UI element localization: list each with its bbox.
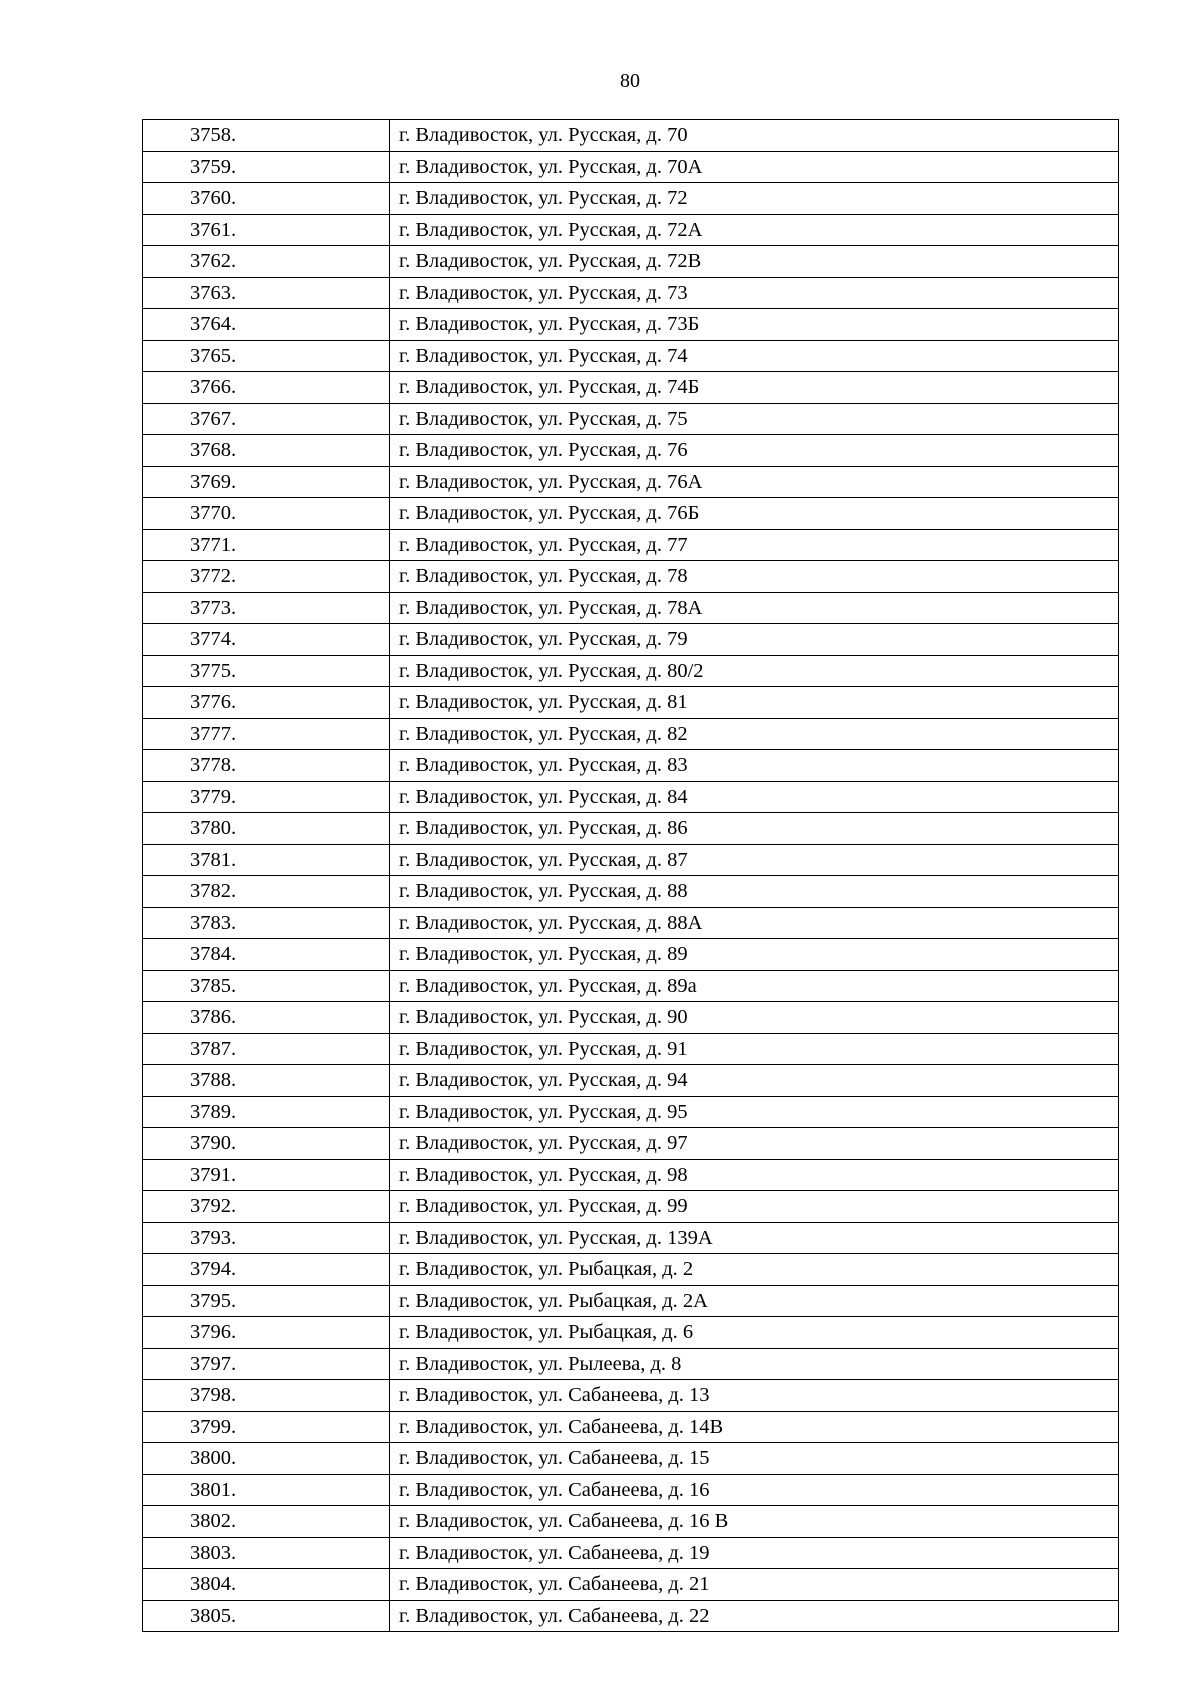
page-number: 80 (620, 70, 640, 92)
row-number: 3770. (143, 498, 390, 530)
row-address: г. Владивосток, ул. Рыбацкая, д. 6 (390, 1317, 1119, 1349)
table-row (143, 340, 1119, 372)
table-row (143, 498, 1119, 530)
row-number: 3758. (143, 120, 390, 152)
table-row (143, 1191, 1119, 1223)
row-address: г. Владивосток, ул. Русская, д. 83 (390, 750, 1119, 782)
row-address: г. Владивосток, ул. Русская, д. 89а (390, 970, 1119, 1002)
row-number: 3782. (143, 876, 390, 908)
row-number: 3773. (143, 592, 390, 624)
row-address: г. Владивосток, ул. Сабанеева, д. 21 (390, 1569, 1119, 1601)
row-address: г. Владивосток, ул. Русская, д. 91 (390, 1033, 1119, 1065)
row-address: г. Владивосток, ул. Русская, д. 72В (390, 246, 1119, 278)
row-address: г. Владивосток, ул. Рылеева, д. 8 (390, 1348, 1119, 1380)
table-row (143, 466, 1119, 498)
row-number: 3768. (143, 435, 390, 467)
table-row (143, 1128, 1119, 1160)
row-address: г. Владивосток, ул. Русская, д. 79 (390, 624, 1119, 656)
row-number: 3772. (143, 561, 390, 593)
row-number: 3774. (143, 624, 390, 656)
table-row (143, 624, 1119, 656)
row-address: г. Владивосток, ул. Русская, д. 77 (390, 529, 1119, 561)
table-row (143, 309, 1119, 341)
row-address: г. Владивосток, ул. Русская, д. 98 (390, 1159, 1119, 1191)
row-number: 3777. (143, 718, 390, 750)
row-address: г. Владивосток, ул. Сабанеева, д. 15 (390, 1443, 1119, 1475)
row-address: г. Владивосток, ул. Сабанеева, д. 13 (390, 1380, 1119, 1412)
row-number: 3765. (143, 340, 390, 372)
table-row (143, 1569, 1119, 1601)
row-address: г. Владивосток, ул. Русская, д. 81 (390, 687, 1119, 719)
row-number: 3760. (143, 183, 390, 215)
row-address: г. Владивосток, ул. Русская, д. 72 (390, 183, 1119, 215)
row-number: 3786. (143, 1002, 390, 1034)
table-row (143, 781, 1119, 813)
table-row (143, 277, 1119, 309)
row-number: 3783. (143, 907, 390, 939)
row-address: г. Владивосток, ул. Русская, д. 86 (390, 813, 1119, 845)
table-row (143, 1380, 1119, 1412)
table-row (143, 813, 1119, 845)
table-row (143, 1474, 1119, 1506)
row-number: 3790. (143, 1128, 390, 1160)
table-row (143, 1285, 1119, 1317)
row-number: 3763. (143, 277, 390, 309)
table-row (143, 876, 1119, 908)
table-row (143, 372, 1119, 404)
row-address: г. Владивосток, ул. Русская, д. 87 (390, 844, 1119, 876)
table-row (143, 1600, 1119, 1632)
row-number: 3789. (143, 1096, 390, 1128)
table-row (143, 907, 1119, 939)
table-row (143, 1348, 1119, 1380)
row-address: г. Владивосток, ул. Русская, д. 73 (390, 277, 1119, 309)
row-address: г. Владивосток, ул. Русская, д. 70 (390, 120, 1119, 152)
row-number: 3785. (143, 970, 390, 1002)
row-address: г. Владивосток, ул. Русская, д. 80/2 (390, 655, 1119, 687)
table-row (143, 1222, 1119, 1254)
row-address: г. Владивосток, ул. Русская, д. 90 (390, 1002, 1119, 1034)
table-row (143, 844, 1119, 876)
row-number: 3769. (143, 466, 390, 498)
row-number: 3795. (143, 1285, 390, 1317)
table-row (143, 151, 1119, 183)
table-row (143, 1159, 1119, 1191)
table-row (143, 1411, 1119, 1443)
row-address: г. Владивосток, ул. Рыбацкая, д. 2 (390, 1254, 1119, 1286)
row-number: 3766. (143, 372, 390, 404)
table-row (143, 214, 1119, 246)
row-address: г. Владивосток, ул. Русская, д. 78А (390, 592, 1119, 624)
row-address: г. Владивосток, ул. Русская, д. 84 (390, 781, 1119, 813)
row-address: г. Владивосток, ул. Русская, д. 74 (390, 340, 1119, 372)
row-number: 3762. (143, 246, 390, 278)
row-address: г. Владивосток, ул. Сабанеева, д. 14В (390, 1411, 1119, 1443)
row-number: 3779. (143, 781, 390, 813)
row-address: г. Владивосток, ул. Русская, д. 76А (390, 466, 1119, 498)
row-number: 3792. (143, 1191, 390, 1223)
table-row (143, 120, 1119, 152)
row-number: 3781. (143, 844, 390, 876)
row-address: г. Владивосток, ул. Русская, д. 74Б (390, 372, 1119, 404)
row-address: г. Владивосток, ул. Русская, д. 78 (390, 561, 1119, 593)
row-address: г. Владивосток, ул. Русская, д. 97 (390, 1128, 1119, 1160)
table-row (143, 1537, 1119, 1569)
table-row (143, 1033, 1119, 1065)
table-row (143, 1096, 1119, 1128)
row-address: г. Владивосток, ул. Сабанеева, д. 19 (390, 1537, 1119, 1569)
row-address: г. Владивосток, ул. Рыбацкая, д. 2А (390, 1285, 1119, 1317)
row-number: 3764. (143, 309, 390, 341)
table-row (143, 592, 1119, 624)
row-number: 3787. (143, 1033, 390, 1065)
table-row (143, 687, 1119, 719)
row-number: 3759. (143, 151, 390, 183)
table-row (143, 718, 1119, 750)
row-number: 3803. (143, 1537, 390, 1569)
row-address: г. Владивосток, ул. Русская, д. 94 (390, 1065, 1119, 1097)
row-address: г. Владивосток, ул. Русская, д. 76 (390, 435, 1119, 467)
row-number: 3793. (143, 1222, 390, 1254)
row-address: г. Владивосток, ул. Сабанеева, д. 16 В (390, 1506, 1119, 1538)
row-number: 3780. (143, 813, 390, 845)
row-address: г. Владивосток, ул. Русская, д. 88 (390, 876, 1119, 908)
table-row (143, 970, 1119, 1002)
row-address: г. Владивосток, ул. Русская, д. 88А (390, 907, 1119, 939)
row-number: 3799. (143, 1411, 390, 1443)
row-number: 3796. (143, 1317, 390, 1349)
row-number: 3791. (143, 1159, 390, 1191)
table-body (143, 120, 1119, 1632)
row-number: 3788. (143, 1065, 390, 1097)
table-row (143, 403, 1119, 435)
row-number: 3778. (143, 750, 390, 782)
row-number: 3805. (143, 1600, 390, 1632)
row-number: 3794. (143, 1254, 390, 1286)
table-row (143, 246, 1119, 278)
row-address: г. Владивосток, ул. Русская, д. 95 (390, 1096, 1119, 1128)
table-row (143, 1254, 1119, 1286)
row-number: 3797. (143, 1348, 390, 1380)
row-address: г. Владивосток, ул. Русская, д. 99 (390, 1191, 1119, 1223)
row-number: 3784. (143, 939, 390, 971)
table-row (143, 529, 1119, 561)
table-row (143, 561, 1119, 593)
row-address: г. Владивосток, ул. Сабанеева, д. 22 (390, 1600, 1119, 1632)
table-row (143, 1443, 1119, 1475)
table-row (143, 750, 1119, 782)
row-address: г. Владивосток, ул. Русская, д. 72А (390, 214, 1119, 246)
row-address: г. Владивосток, ул. Русская, д. 75 (390, 403, 1119, 435)
table-row (143, 1317, 1119, 1349)
row-number: 3761. (143, 214, 390, 246)
address-table (142, 119, 1119, 1632)
table-row (143, 939, 1119, 971)
row-address: г. Владивосток, ул. Русская, д. 76Б (390, 498, 1119, 530)
row-address: г. Владивосток, ул. Русская, д. 139А (390, 1222, 1119, 1254)
row-number: 3798. (143, 1380, 390, 1412)
row-address: г. Владивосток, ул. Русская, д. 73Б (390, 309, 1119, 341)
row-number: 3804. (143, 1569, 390, 1601)
table-row (143, 1002, 1119, 1034)
row-number: 3767. (143, 403, 390, 435)
row-address: г. Владивосток, ул. Русская, д. 70А (390, 151, 1119, 183)
row-address: г. Владивосток, ул. Русская, д. 82 (390, 718, 1119, 750)
row-number: 3801. (143, 1474, 390, 1506)
table-row (143, 1065, 1119, 1097)
row-number: 3776. (143, 687, 390, 719)
row-number: 3771. (143, 529, 390, 561)
table-row (143, 183, 1119, 215)
row-address: г. Владивосток, ул. Русская, д. 89 (390, 939, 1119, 971)
row-number: 3802. (143, 1506, 390, 1538)
table-row (143, 655, 1119, 687)
row-number: 3800. (143, 1443, 390, 1475)
row-address: г. Владивосток, ул. Сабанеева, д. 16 (390, 1474, 1119, 1506)
table-row (143, 1506, 1119, 1538)
table-row (143, 435, 1119, 467)
row-number: 3775. (143, 655, 390, 687)
